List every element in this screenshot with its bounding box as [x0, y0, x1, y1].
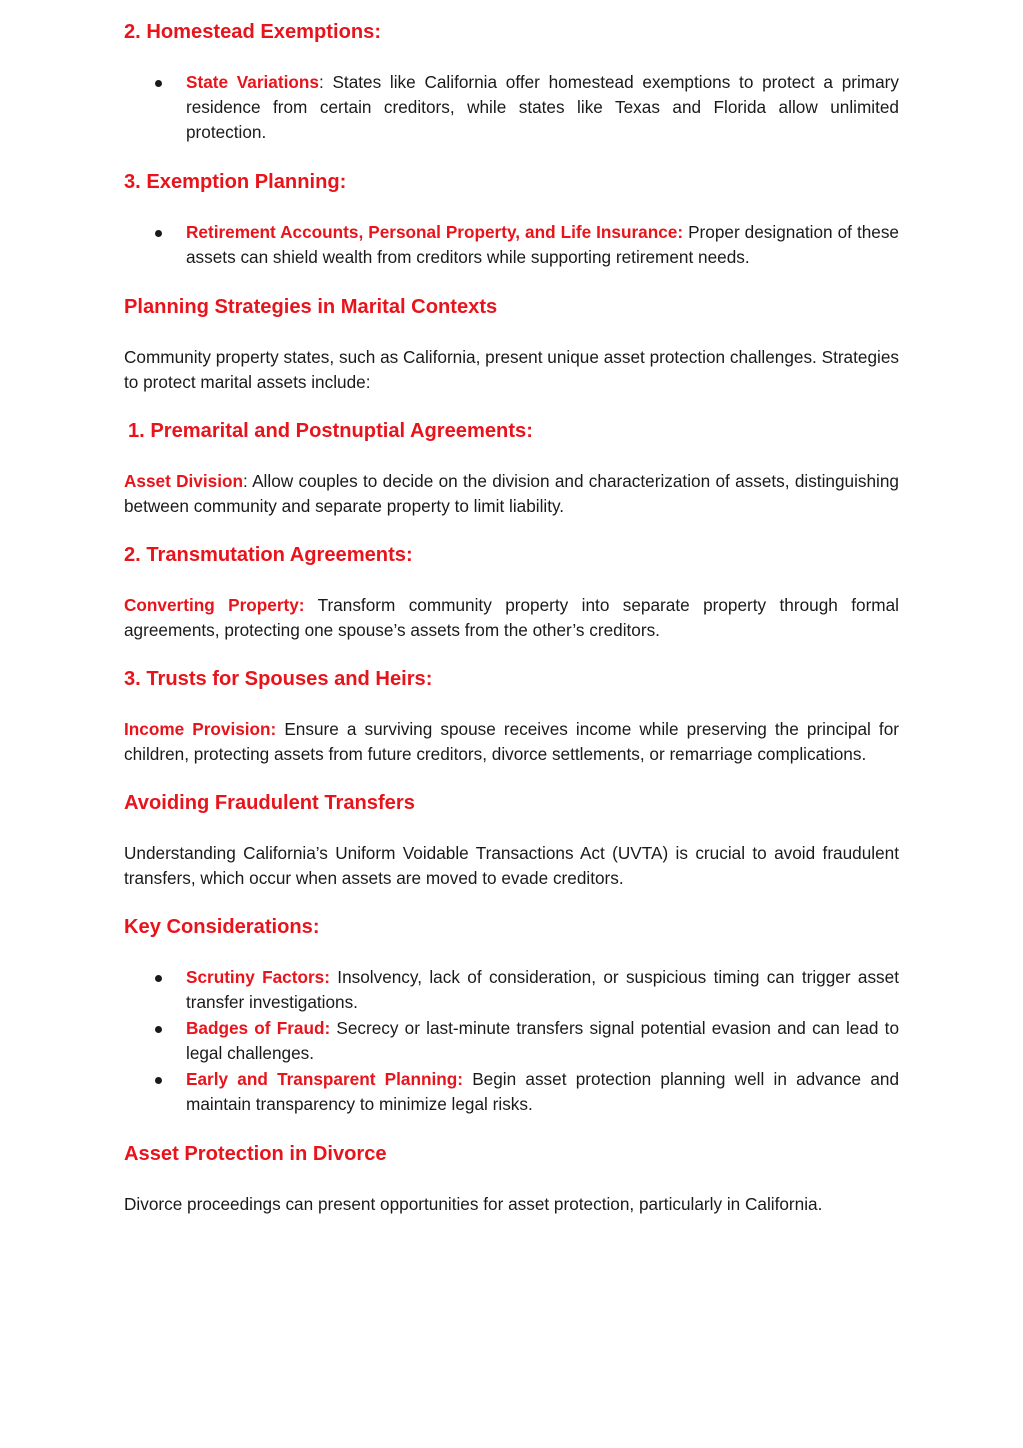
- bullet-lead: Retirement Accounts, Personal Property, and Life Insurance:: [186, 221, 684, 242]
- premarital-paragraph: [124, 469, 899, 519]
- bullet-text: Proper designation of these assets can shield wealth from creditors while supporting retirement needs.: [186, 221, 899, 267]
- fraudulent-intro-paragraph: Understanding California’s Uniform Voidable Transactions Act (UVTA) is crucial to avoid fraudulent transfers, which occur when assets are moved to evade creditors.: [124, 842, 899, 888]
- paragraph-lead: Converting Property:: [124, 594, 305, 615]
- section-heading-fraudulent-transfers: Avoiding Fraudulent Transfers: [124, 792, 415, 814]
- section-heading-key-considerations: Key Considerations:: [124, 916, 320, 938]
- subheading-transmutation-agreements: 2. Transmutation Agreements:: [124, 544, 413, 566]
- list-item: [124, 220, 899, 270]
- paragraph-text: Transform community property into separate property through formal agreements, protecting one spouse’s assets from the other’s creditors.: [124, 594, 899, 640]
- bullet-icon: [155, 1026, 162, 1033]
- divorce-intro-paragraph: Divorce proceedings can present opportunities for asset protection, particularly in California.: [124, 1193, 823, 1214]
- marital-intro-paragraph: Community property states, such as California, present unique asset protection challenges. Strategies to protect marital assets include:: [124, 346, 899, 392]
- paragraph-text: : Allow couples to decide on the division and characterization of assets, distinguishing between community and separate property to limit liability.: [124, 470, 899, 516]
- exemption-bullet-list: [124, 220, 899, 270]
- paragraph-text: Ensure a surviving spouse receives income while preserving the principal for children, protecting assets from future creditors, divorce settlements, or remarriage complications.: [124, 718, 899, 764]
- list-item: [124, 70, 899, 145]
- section-heading-exemption-planning: 3. Exemption Planning:: [124, 171, 347, 193]
- bullet-lead: Early and Transparent Planning:: [186, 1068, 463, 1089]
- document-page: [124, 20, 899, 1217]
- key-considerations-bullet-list: [124, 965, 899, 1117]
- section-heading-homestead-exemptions: 2. Homestead Exemptions:: [124, 21, 382, 43]
- transmutation-paragraph: [124, 593, 899, 643]
- list-item: [124, 1016, 899, 1066]
- homestead-bullet-list: [124, 70, 899, 145]
- bullet-icon: [155, 80, 162, 87]
- bullet-text: : States like California offer homestead exemptions to protect a primary residence from certain creditors, while states like Texas and Florida allow unlimited protection.: [186, 71, 900, 142]
- paragraph-lead: Asset Division: [124, 470, 243, 491]
- bullet-lead: Scrutiny Factors:: [186, 966, 330, 987]
- bullet-text: Secrecy or last-minute transfers signal potential evasion and can lead to legal challenges.: [186, 1017, 900, 1063]
- subheading-premarital-agreements: 1. Premarital and Postnuptial Agreements:: [128, 420, 533, 442]
- bullet-icon: [155, 1077, 162, 1084]
- paragraph-lead: Income Provision:: [124, 718, 277, 739]
- section-heading-divorce: Asset Protection in Divorce: [124, 1143, 387, 1165]
- list-item: [124, 1067, 899, 1117]
- list-item: [124, 965, 899, 1015]
- trusts-paragraph: [124, 717, 899, 767]
- bullet-icon: [155, 975, 162, 982]
- bullet-icon: [155, 230, 162, 237]
- subheading-trusts-spouses-heirs: 3. Trusts for Spouses and Heirs:: [124, 668, 433, 690]
- bullet-lead: State Variations: [186, 71, 319, 92]
- section-heading-marital-contexts: Planning Strategies in Marital Contexts: [124, 296, 498, 318]
- bullet-text: Insolvency, lack of consideration, or suspicious timing can trigger asset transfer investigations.: [186, 966, 899, 1012]
- bullet-text: Begin asset protection planning well in advance and maintain transparency to minimize legal risks.: [186, 1068, 899, 1114]
- bullet-lead: Badges of Fraud:: [186, 1017, 331, 1038]
